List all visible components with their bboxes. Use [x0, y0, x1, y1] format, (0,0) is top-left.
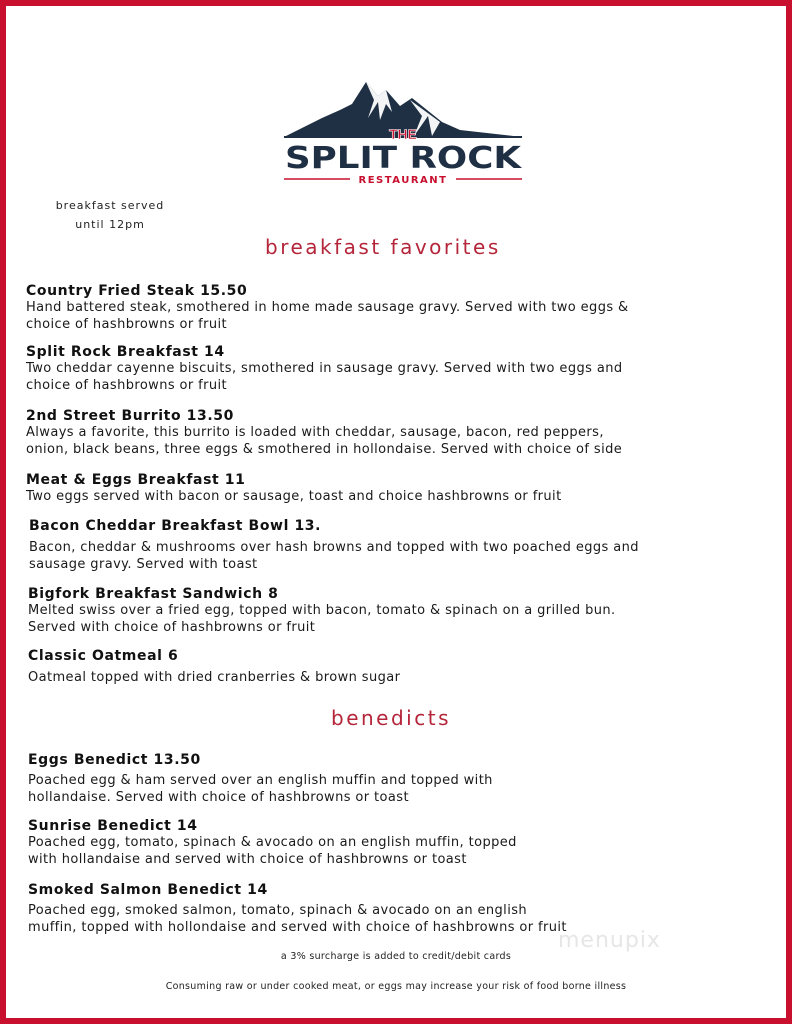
section-title-benedicts: benedicts	[331, 706, 451, 730]
menu-item	[26, 343, 726, 394]
item-desc: Poached egg, tomato, spinach & avocado on an english muffin, topped	[28, 835, 517, 850]
item-desc: Always a favorite, this burrito is loaded with cheddar, sausage, bacon, red peppers,	[26, 425, 604, 440]
item-title: Country Fried Steak 15.50	[26, 283, 248, 299]
item-desc: onion, black beans, three eggs & smothered in hollondaise. Served with choice of side	[26, 441, 623, 457]
logo-the: THE	[389, 126, 417, 142]
item-title: Bacon Cheddar Breakfast Bowl 13.	[29, 518, 322, 534]
item-desc: choice of hashbrowns or fruit	[26, 377, 228, 393]
menu-item	[28, 585, 728, 636]
item-desc: sausage gravy. Served with toast	[29, 556, 258, 572]
item-title: Classic Oatmeal 6	[28, 648, 179, 664]
food-safety-warning: Consuming raw or under cooked meat, or eggs may increase your risk of food borne illness	[165, 981, 627, 992]
item-title: Smoked Salmon Benedict 14	[28, 882, 268, 898]
item-desc: Two cheddar cayenne biscuits, smothered in sausage gravy. Served with two eggs and	[26, 361, 623, 376]
item-desc: Poached egg & ham served over an english muffin and topped with	[28, 773, 493, 788]
breakfast-hours-note	[40, 196, 180, 234]
served-line-1: breakfast served	[55, 199, 165, 212]
served-line-2: until 12pm	[75, 218, 145, 231]
item-title: 2nd Street Burrito 13.50	[26, 408, 234, 424]
item-desc: Served with choice of hashbrowns or fruit	[28, 619, 316, 635]
item-desc: choice of hashbrowns or fruit	[26, 316, 228, 332]
mountain-logo-icon	[282, 80, 524, 184]
menu-item	[28, 751, 728, 806]
item-desc: hollandaise. Served with choice of hashbrowns or toast	[28, 789, 409, 805]
menu-item	[29, 517, 729, 573]
item-desc: Hand battered steak, smothered in home made sausage gravy. Served with two eggs &	[26, 300, 629, 315]
item-desc: Oatmeal topped with dried cranberries & brown sugar	[28, 670, 401, 685]
item-title: Meat & Eggs Breakfast 11	[26, 472, 246, 488]
menu-item	[28, 817, 728, 868]
menu-item	[26, 471, 726, 506]
item-desc: Melted swiss over a fried egg, topped with bacon, tomato & spinach on a grilled bun.	[28, 603, 616, 618]
menu-item	[26, 407, 726, 458]
item-title: Bigfork Breakfast Sandwich 8	[28, 586, 279, 602]
menu-item	[26, 282, 726, 333]
menupix-watermark: menupix	[558, 928, 661, 953]
menu-item	[28, 647, 728, 687]
logo-restaurant: RESTAURANT	[358, 175, 448, 184]
item-title: Sunrise Benedict 14	[28, 818, 198, 834]
item-title: Eggs Benedict 13.50	[28, 752, 201, 768]
item-title: Split Rock Breakfast 14	[26, 344, 225, 360]
item-desc: with hollandaise and served with choice of hashbrowns or toast	[28, 851, 467, 867]
item-desc: Bacon, cheddar & mushrooms over hash browns and topped with two poached eggs and	[29, 540, 639, 555]
section-title-breakfast: breakfast favorites	[265, 235, 501, 259]
item-desc: Poached egg, smoked salmon, tomato, spinach & avocado on an english	[28, 903, 528, 918]
logo-name: SPLIT ROCK	[285, 141, 524, 176]
item-desc: Two eggs served with bacon or sausage, toast and choice hashbrowns or fruit	[26, 489, 562, 504]
item-desc: muffin, topped with hollondaise and served with choice of hashbrowns or fruit	[28, 919, 567, 935]
surcharge-note: a 3% surcharge is added to credit/debit cards	[280, 951, 512, 962]
split-rock-logo	[282, 80, 524, 184]
